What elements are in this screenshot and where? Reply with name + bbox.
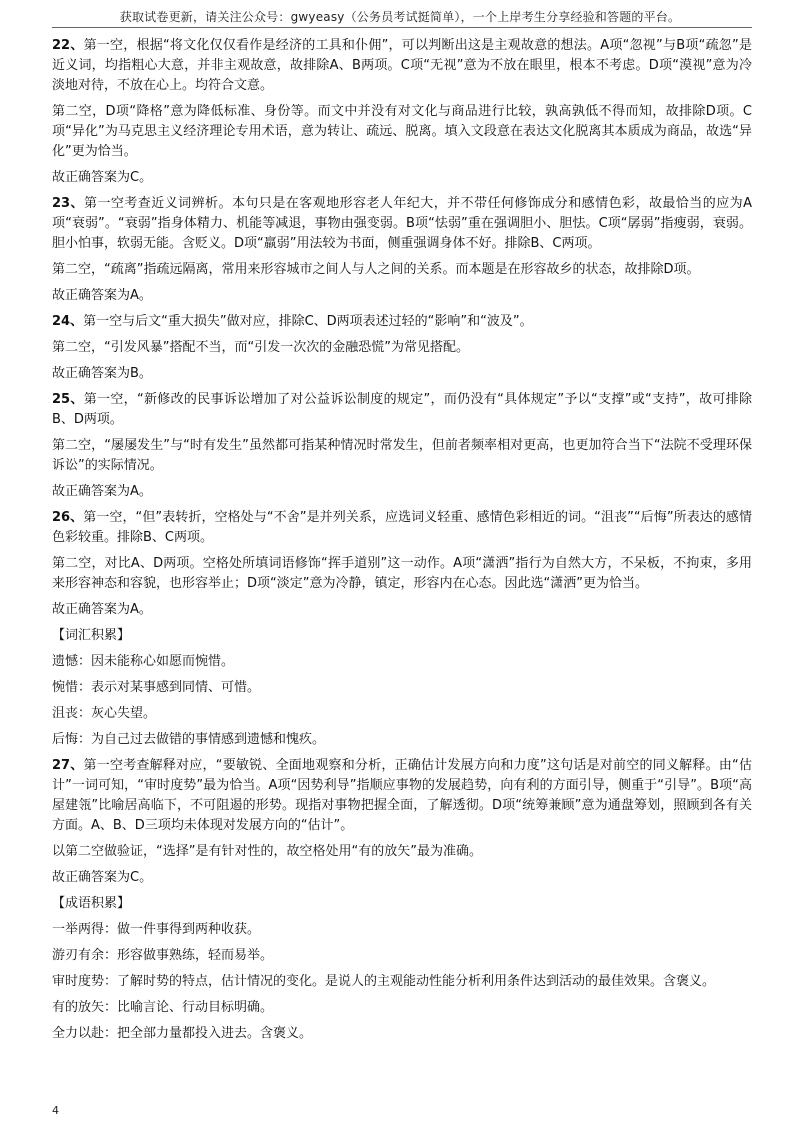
paragraph-text: 第一空，“但”表转折，空格处与“不舍”是并列关系，应选词义轻重、感情色彩相近的词。“沮丧”“后悔”所表达的感情色彩较重。排除B、C两项。: [52, 510, 752, 545]
question-explanation: [52, 756, 752, 836]
section-heading: 【成语积累】: [52, 896, 131, 911]
paragraph: 故正确答案为C。: [52, 170, 153, 185]
paragraph: 游刃有余：形容做事熟练，轻而易举。: [52, 948, 274, 963]
section-heading: 【词汇积累】: [52, 628, 131, 643]
paragraph-text: 第一空考查解释对应，“要敏锐、全面地观察和分析，正确估计发展方向和力度”这句话是对前空的同义解释。由“估计”一词可知，“审时度势”最为恰当。A项“因势利导”指顺应事物的发展趋势，向有利的方面引导，侧重于“引导”。B项“高屋建瓴”比喻居高临下，不可阻遏的形势。现指对事物把握全面，了解透彻。D项“统筹兼顾”意为通盘筹划，照顾到各有关方面。A、B、D三项均未体现对发展方向的“估计”。: [52, 758, 752, 833]
paragraph: 故正确答案为A。: [52, 602, 152, 617]
paragraph: 故正确答案为A。: [52, 288, 152, 303]
page-header: 获取试卷更新，请关注公众号：gwyeasy（公务员考试挺简单），一个上岸考生分享经验和答题的平台。: [119, 10, 681, 24]
paragraph-text: 第一空与后文“重大损失”做对应，排除C、D两项表述过轻的“影响”和“波及”。: [83, 314, 533, 329]
paragraph: 第二空，D项“降格”意为降低标准、身份等。而文中并没有对文化与商品进行比较，孰高孰低不得而知，故排除D项。C项“异化”为马克思主义经济理论专用术语，意为转让、疏远、脱离。填入文段意在表达文化脱离其本质成为商品，故选“异化”更为恰当。: [52, 104, 752, 159]
question-number: 23、: [52, 196, 84, 211]
page-number: 4: [52, 1104, 59, 1117]
paragraph: 故正确答案为C。: [52, 870, 153, 885]
paragraph: 以第二空做验证，“选择”是有针对性的，故空格处用“有的放矢”最为准确。: [52, 844, 482, 859]
paragraph: 审时度势：了解时势的特点，估计情况的变化。是说人的主观能动性能分析利用条件达到活动的最佳效果。含褒义。: [52, 974, 716, 989]
paragraph: 惋惜：表示对某事感到同情、可惜。: [52, 680, 261, 695]
question-explanation: [52, 508, 752, 548]
paragraph: 遗憾：因未能称心如愿而惋惜。: [52, 654, 235, 669]
paragraph-text: 第一空，根据“将文化仅仅看作是经济的工具和仆佣”，可以判断出这是主观故意的想法。A项“忽视”与B项“疏忽”是近义词，均指粗心大意，并非主观故意，故排除A、B两项。C项“无视”意为不放在眼里，根本不考虑。D项“漠视”意为冷淡地对待，不放在心上。均符合文意。: [52, 38, 752, 93]
paragraph: 第二空，对比A、D两项。空格处所填词语修饰“挥手道别”这一动作。A项“潇洒”指行为自然大方，不呆板，不拘束，多用来形容神态和容貌，也形容举止；D项“淡定”意为冷静，镇定，形容内在心态。因此选“潇洒”更为恰当。: [52, 556, 752, 591]
question-explanation: [52, 36, 752, 96]
paragraph: 后悔：为自己过去做错的事情感到遗憾和愧疚。: [52, 732, 326, 747]
paragraph: 有的放矢：比喻言论、行动目标明确。: [52, 1000, 274, 1015]
paragraph: 一举两得：做一件事得到两种收获。: [52, 922, 261, 937]
question-number: 27、: [52, 758, 84, 773]
paragraph: 故正确答案为A。: [52, 484, 152, 499]
paragraph: 第二空，“屡屡发生”与“时有发生”虽然都可指某种情况时常发生，但前者频率相对更高，也更加符合当下“法院不受理环保诉讼”的实际情况。: [52, 438, 752, 473]
paragraph: 沮丧：灰心失望。: [52, 706, 157, 721]
paragraph: 故正确答案为B。: [52, 366, 152, 381]
paragraph: 第二空，“引发风暴”搭配不当，而“引发一次次的金融恐慌”为常见搭配。: [52, 340, 469, 355]
header-divider: [52, 27, 752, 28]
paragraph-text: 第一空考查近义词辨析。本句只是在客观地形容老人年纪大，并不带任何修饰成分和感情色彩，故最恰当的应为A项“衰弱”。“衰弱”指身体精力、机能等减退，事物由强变弱。B项“怯弱”重在强调胆小、胆怯。C项“孱弱”指瘦弱，衰弱。胆小怕事，软弱无能。含贬义。D项“羸弱”用法较为书面，侧重强调身体不好。排除B、C两项。: [52, 196, 752, 251]
question-explanation: [52, 390, 752, 430]
paragraph: 第二空，“疏离”指疏远隔离，常用来形容城市之间人与人之间的关系。而本题是在形容故乡的状态，故排除D项。: [52, 262, 700, 277]
question-number: 25、: [52, 392, 84, 407]
paragraph: 全力以赴：把全部力量都投入进去。含褒义。: [52, 1026, 313, 1041]
question-number: 26、: [52, 510, 84, 525]
question-explanation: [52, 194, 752, 254]
question-number: 24、: [52, 314, 84, 329]
question-explanation: [52, 312, 752, 332]
question-number: 22、: [52, 38, 84, 53]
document-body: [52, 36, 752, 1050]
paragraph-text: 第一空，“新修改的民事诉讼增加了对公益诉讼制度的规定”，而仍没有“具体规定”予以“支撑”或“支持”，故可排除B、D两项。: [52, 392, 752, 427]
